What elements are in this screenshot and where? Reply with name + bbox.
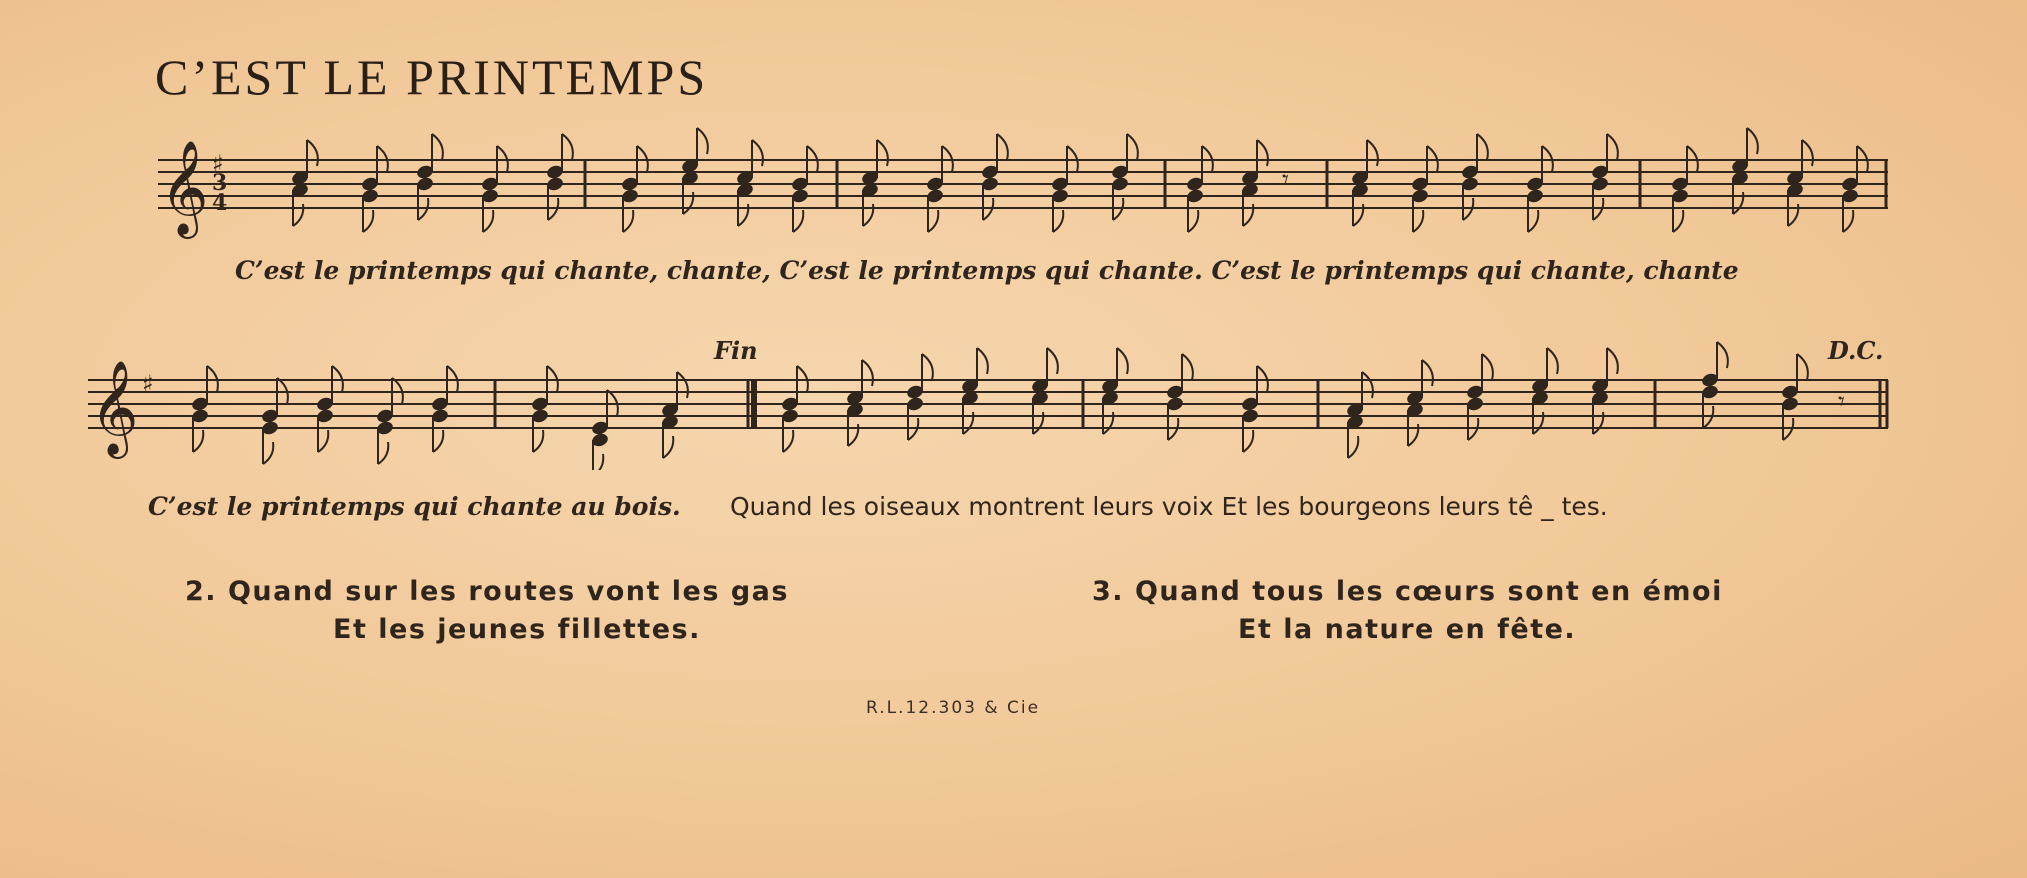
note-chord [480, 146, 507, 232]
notes-staff-1 [290, 128, 1867, 232]
treble-clef-icon: 𝄞 [90, 360, 139, 455]
lyrics-line-2-first: C’est le printemps qui chante au bois. [148, 492, 681, 521]
note-chord [430, 366, 457, 452]
dc-marking: D.C. [1828, 336, 1884, 365]
note-chord [375, 378, 402, 464]
verse-2-line-1: 2. Quand sur les routes vont les gas [185, 576, 789, 607]
treble-clef-icon: 𝄞 [160, 140, 209, 235]
note-chord [190, 366, 217, 452]
note-chord [790, 146, 817, 232]
note-chord [1240, 366, 1267, 452]
verse-3-line-1: 3. Quand tous les cœurs sont en émoi [1092, 576, 1723, 607]
note-chord [315, 366, 342, 452]
note-chord [780, 366, 807, 452]
eighth-rest-icon: 𝄾 [1838, 387, 1845, 417]
note-chord [1410, 146, 1437, 232]
key-signature-sharp: ♯ [212, 150, 224, 178]
note-chord [530, 366, 557, 452]
publisher-footer: R.L.12.303 & Cie [866, 698, 1041, 718]
note-chord [620, 146, 647, 232]
note-chord [1050, 146, 1077, 232]
note-chord [925, 146, 952, 232]
fin-marking: Fin [714, 336, 758, 365]
eighth-rest-icon: 𝄾 [1282, 165, 1289, 195]
music-staff-2 [0, 330, 2027, 470]
page-title: C’EST LE PRINTEMPS [155, 49, 709, 105]
fin-double-barline [748, 380, 754, 428]
music-staff-1 [0, 110, 2027, 250]
lyrics-line-2-second: Quand les oiseaux montrent leurs voix Et les bourgeons leurs tê _ tes. [730, 492, 1608, 521]
key-signature-sharp: ♯ [142, 370, 154, 398]
verse-3-line-2: Et la nature en fête. [1238, 614, 1577, 645]
lyrics-line-1: C’est le printemps qui chante, chante, C’est le printemps qui chante. C’est le printemps qui chante, chante [235, 256, 1739, 285]
note-chord [590, 390, 617, 470]
note-chord [1670, 146, 1697, 232]
verse-2-line-2: Et les jeunes fillettes. [333, 614, 701, 645]
time-signature-top: 3 [212, 170, 228, 196]
notes-staff-2 [190, 342, 1807, 470]
note-chord [360, 146, 387, 232]
note-chord [260, 378, 287, 464]
note-chord [1525, 146, 1552, 232]
note-chord [1185, 146, 1212, 232]
time-signature-bottom: 4 [212, 190, 228, 216]
note-chord [1840, 146, 1867, 232]
